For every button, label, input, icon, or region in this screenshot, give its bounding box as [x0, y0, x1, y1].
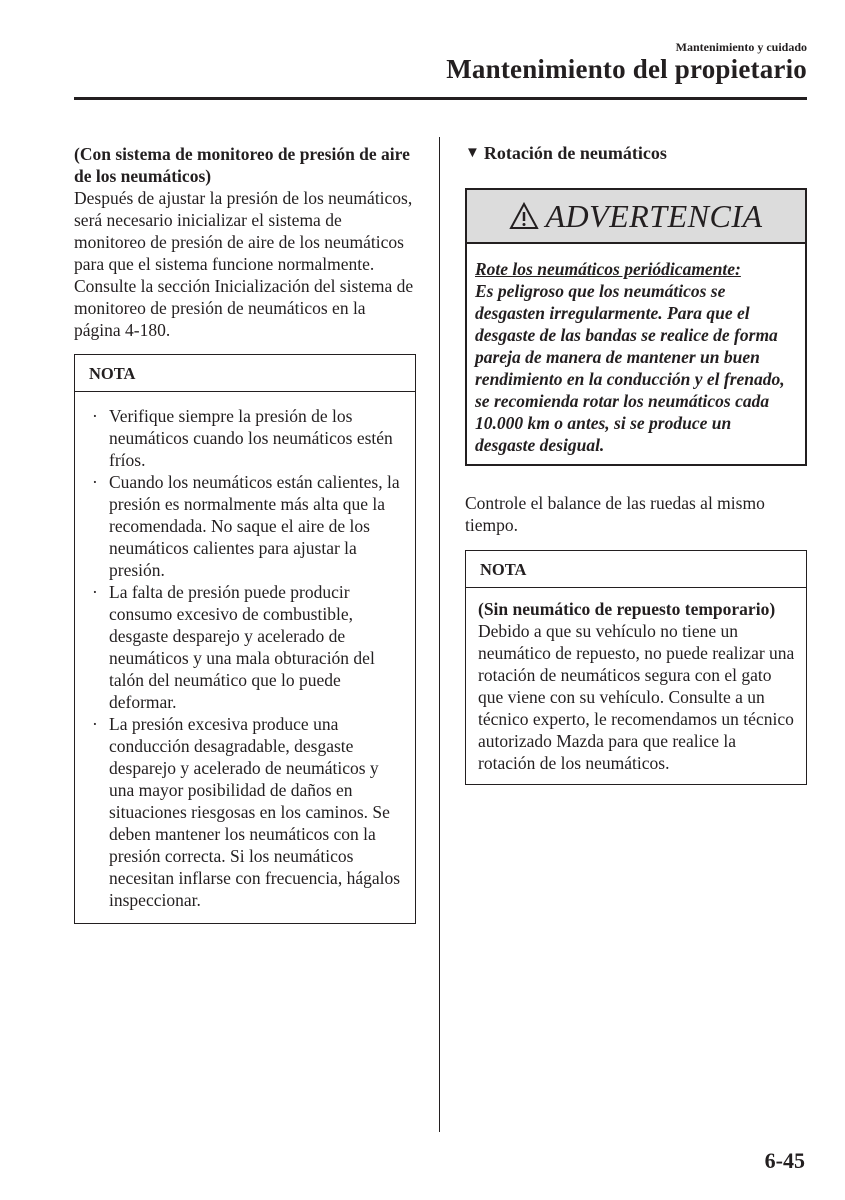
warning-text: Es peligroso que los neumáticos se desgasten irregularmente. Para que el desgaste de las bandas se realice de forma pareja de manera de mantener un buen rendimiento en la conducción y el frenado, se recomienda rotar los neumáticos cada 10.000 km o antes, si se produce un desgaste desigual. [475, 281, 785, 455]
bullet-text: Verifique siempre la presión de los neumáticos cuando los neumáticos estén fríos. [109, 406, 393, 470]
bullet-text: Cuando los neumáticos están calientes, la presión es normalmente más alta que la recomendada. No saque el aire de los neumáticos calientes para ajustar la presión. [109, 472, 400, 580]
page-title: Mantenimiento del propietario [446, 54, 807, 84]
note-title: NOTA [75, 355, 415, 392]
bullet-text: La presión excesiva produce una conducción desagradable, desgaste desparejo y acelerado de neumáticos y una mayor posibilidad de daños en situaciones riesgosas en los caminos. Se deben mantener los neumáticos con la presión correcta. Si los neumáticos necesitan inflarse con frecuencia, hágalos inspeccionar. [109, 714, 401, 910]
note-text: Debido a que su vehículo no tiene un neumático de repuesto, no puede realizar una rotación de neumáticos segura con el gato que viene con su vehículo. Consulte a un técnico experto, le recomendamos un técnico autorizado Mazda para que realice la rotación de los neumáticos. [478, 621, 795, 773]
note-heading: (Sin neumático de repuesto temporario) [478, 599, 776, 619]
note-body [466, 588, 806, 784]
rotation-heading [465, 142, 807, 164]
section-label: Mantenimiento y cuidado [675, 40, 807, 54]
warning-box [465, 188, 807, 466]
list-item [87, 471, 405, 581]
warning-lead: Rote los neumáticos periódicamente: [475, 259, 741, 279]
bullet-dot-icon: · [92, 406, 98, 426]
balance-paragraph: Controle el balance de las ruedas al mismo tiempo. [465, 493, 765, 535]
triangle-down-icon: ▼ [465, 145, 480, 161]
column-divider [439, 137, 440, 1132]
note-box-pressure [74, 354, 416, 924]
rotation-heading-text: Rotación de neumáticos [483, 143, 667, 163]
bullet-text: La falta de presión puede producir consumo excesivo de combustible, desgaste desparejo y acelerado de neumáticos y una mala obturación del talón del neumático que lo puede deformar. [109, 582, 375, 712]
note-title: NOTA [466, 551, 806, 588]
bullet-dot-icon: · [92, 582, 98, 602]
list-item [87, 713, 405, 911]
page-number: 6-45 [764, 1148, 805, 1173]
list-item [87, 581, 405, 713]
right-column [465, 142, 807, 785]
tpms-paragraph: Después de ajustar la presión de los neumáticos, será necesario inicializar el sistema de monitoreo de presión de aire de los neumáticos para que el sistema funcione normalmente. [74, 188, 413, 274]
warning-body [467, 244, 805, 464]
list-item [87, 405, 405, 471]
note-body [75, 392, 415, 923]
header-rule [74, 97, 807, 100]
warning-title: ADVERTENCIA [545, 198, 763, 234]
note-bullet-list [87, 405, 405, 911]
tpms-heading: (Con sistema de monitoreo de presión de aire de los neumáticos) [74, 144, 410, 186]
tpms-reference-paragraph: Consulte la sección Inicialización del sistema de monitoreo de presión de neumáticos en la página 4-180. [74, 276, 414, 340]
warning-triangle-icon [509, 202, 539, 230]
bullet-dot-icon: · [92, 714, 98, 734]
note-box-spare [465, 550, 807, 785]
warning-header [467, 190, 805, 244]
bullet-dot-icon: · [92, 472, 98, 492]
left-column [74, 143, 416, 924]
